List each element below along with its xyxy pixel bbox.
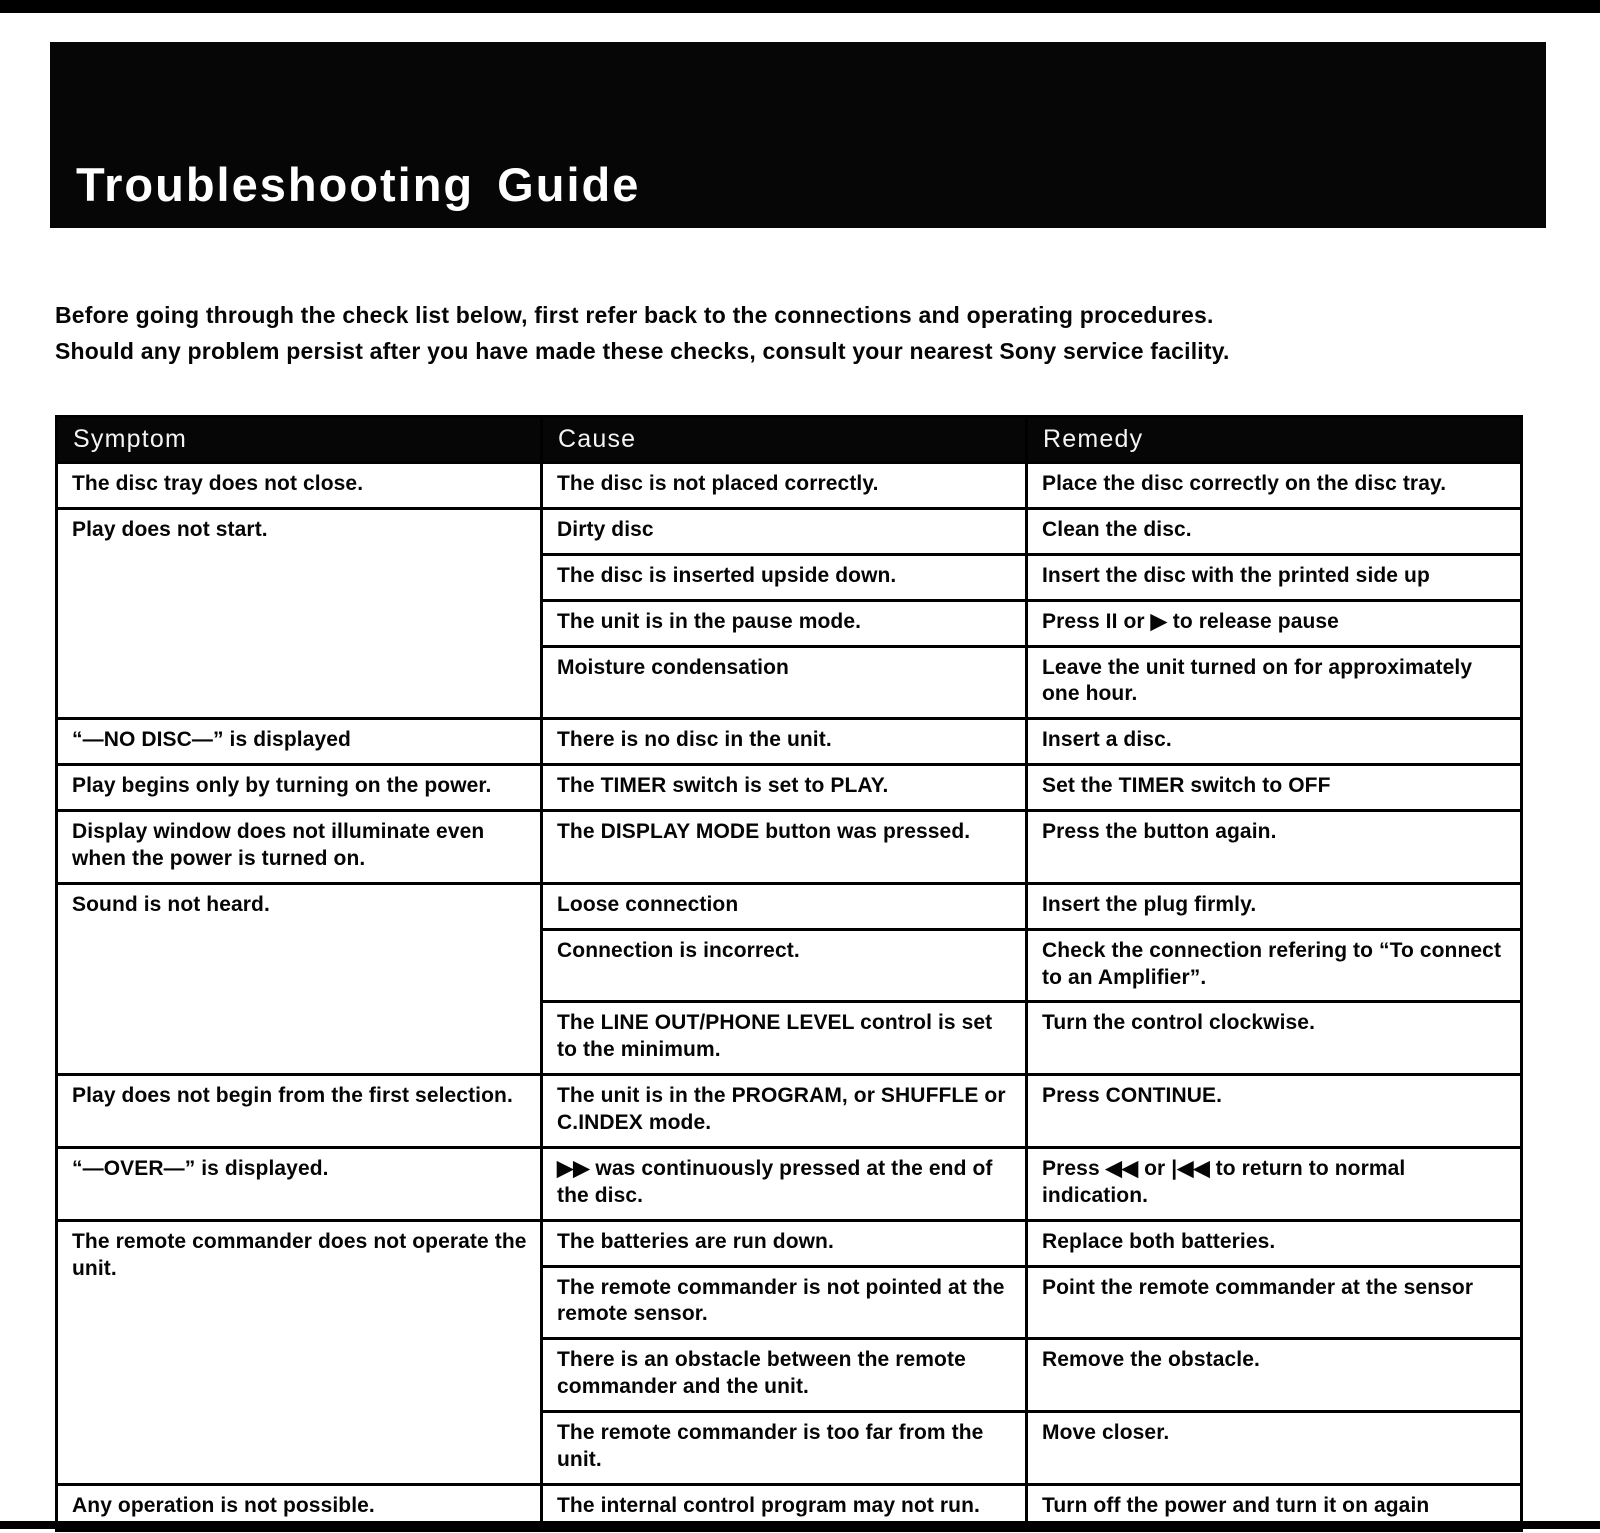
- remedy-cell: Turn the control clockwise.: [1027, 1002, 1522, 1075]
- table-row: [57, 463, 1522, 509]
- cause-cell: The disc is not placed correctly.: [542, 463, 1027, 509]
- remedy-cell: Replace both batteries.: [1027, 1220, 1522, 1266]
- cause-cell: There is an obstacle between the remote commander and the unit.: [542, 1339, 1027, 1412]
- remedy-cell: Clean the disc.: [1027, 508, 1522, 554]
- cause-cell: Loose connection: [542, 883, 1027, 929]
- column-header-remedy: Remedy: [1027, 417, 1522, 463]
- table-row: [57, 508, 1522, 554]
- table-row: [57, 765, 1522, 811]
- page-bottom-edge-rule: [0, 1521, 1600, 1529]
- column-header-cause: Cause: [542, 417, 1027, 463]
- symptom-cell: Play does not start.: [57, 508, 542, 718]
- symptom-cell: “—OVER—” is displayed.: [57, 1147, 542, 1220]
- cause-cell: ▶▶ was continuously pressed at the end of the disc.: [542, 1147, 1027, 1220]
- symptom-cell: “—NO DISC—” is displayed: [57, 719, 542, 765]
- cause-cell: Connection is incorrect.: [542, 929, 1027, 1002]
- remedy-cell: Insert the plug firmly.: [1027, 883, 1522, 929]
- remedy-cell: Point the remote commander at the sensor: [1027, 1266, 1522, 1339]
- cause-cell: There is no disc in the unit.: [542, 719, 1027, 765]
- cause-cell: The unit is in the pause mode.: [542, 600, 1027, 646]
- symptom-cell: Sound is not heard.: [57, 883, 542, 1074]
- troubleshooting-table: [55, 415, 1523, 1532]
- symptom-cell: The remote commander does not operate the unit.: [57, 1220, 542, 1484]
- symptom-cell: Play begins only by turning on the power.: [57, 765, 542, 811]
- intro-line-2: Should any problem persist after you have made these checks, consult your nearest Sony service facility.: [55, 337, 1230, 364]
- table-row: [57, 1220, 1522, 1266]
- table-header-row: [57, 417, 1522, 463]
- symptom-cell: Any operation is not possible.: [57, 1484, 542, 1530]
- remedy-cell: Place the disc correctly on the disc tray.: [1027, 463, 1522, 509]
- page-title: Troubleshooting Guide: [76, 158, 641, 211]
- remedy-cell: Press ◀◀ or |◀◀ to return to normal indication.: [1027, 1147, 1522, 1220]
- remedy-cell: Move closer.: [1027, 1412, 1522, 1485]
- table-header: [57, 417, 1522, 463]
- cause-cell: The disc is inserted upside down.: [542, 554, 1027, 600]
- cause-cell: Moisture condensation: [542, 646, 1027, 719]
- cause-cell: The remote commander is not pointed at the remote sensor.: [542, 1266, 1027, 1339]
- remedy-cell: Press II or ▶ to release pause: [1027, 600, 1522, 646]
- table-row: [57, 1147, 1522, 1220]
- table-row: [57, 1075, 1522, 1148]
- remedy-cell: Check the connection refering to “To connect to an Amplifier”.: [1027, 929, 1522, 1002]
- table-row: [57, 811, 1522, 884]
- intro-paragraph: [55, 298, 1495, 369]
- remedy-cell: Insert a disc.: [1027, 719, 1522, 765]
- table-body: [57, 463, 1522, 1531]
- remedy-cell: Remove the obstacle.: [1027, 1339, 1522, 1412]
- remedy-cell: Press the button again.: [1027, 811, 1522, 884]
- remedy-cell: Leave the unit turned on for approximately one hour.: [1027, 646, 1522, 719]
- title-banner: [50, 42, 1546, 228]
- symptom-cell: The disc tray does not close.: [57, 463, 542, 509]
- cause-cell: The internal control program may not run.: [542, 1484, 1027, 1530]
- table-row: [57, 719, 1522, 765]
- remedy-cell: Insert the disc with the printed side up: [1027, 554, 1522, 600]
- cause-cell: The LINE OUT/PHONE LEVEL control is set to the minimum.: [542, 1002, 1027, 1075]
- cause-cell: The batteries are run down.: [542, 1220, 1027, 1266]
- intro-line-1: Before going through the check list below, first refer back to the connections and operating procedures.: [55, 302, 1214, 328]
- column-header-symptom: Symptom: [57, 417, 542, 463]
- remedy-cell: Press CONTINUE.: [1027, 1075, 1522, 1148]
- cause-cell: The TIMER switch is set to PLAY.: [542, 765, 1027, 811]
- remedy-cell: Turn off the power and turn it on again: [1027, 1484, 1522, 1530]
- symptom-cell: Play does not begin from the first selection.: [57, 1075, 542, 1148]
- symptom-cell: Display window does not illuminate even when the power is turned on.: [57, 811, 542, 884]
- page-top-edge-rule: [0, 0, 1600, 13]
- cause-cell: The unit is in the PROGRAM, or SHUFFLE or C.INDEX mode.: [542, 1075, 1027, 1148]
- cause-cell: The remote commander is too far from the unit.: [542, 1412, 1027, 1485]
- cause-cell: Dirty disc: [542, 508, 1027, 554]
- cause-cell: The DISPLAY MODE button was pressed.: [542, 811, 1027, 884]
- remedy-cell: Set the TIMER switch to OFF: [1027, 765, 1522, 811]
- table-row: [57, 883, 1522, 929]
